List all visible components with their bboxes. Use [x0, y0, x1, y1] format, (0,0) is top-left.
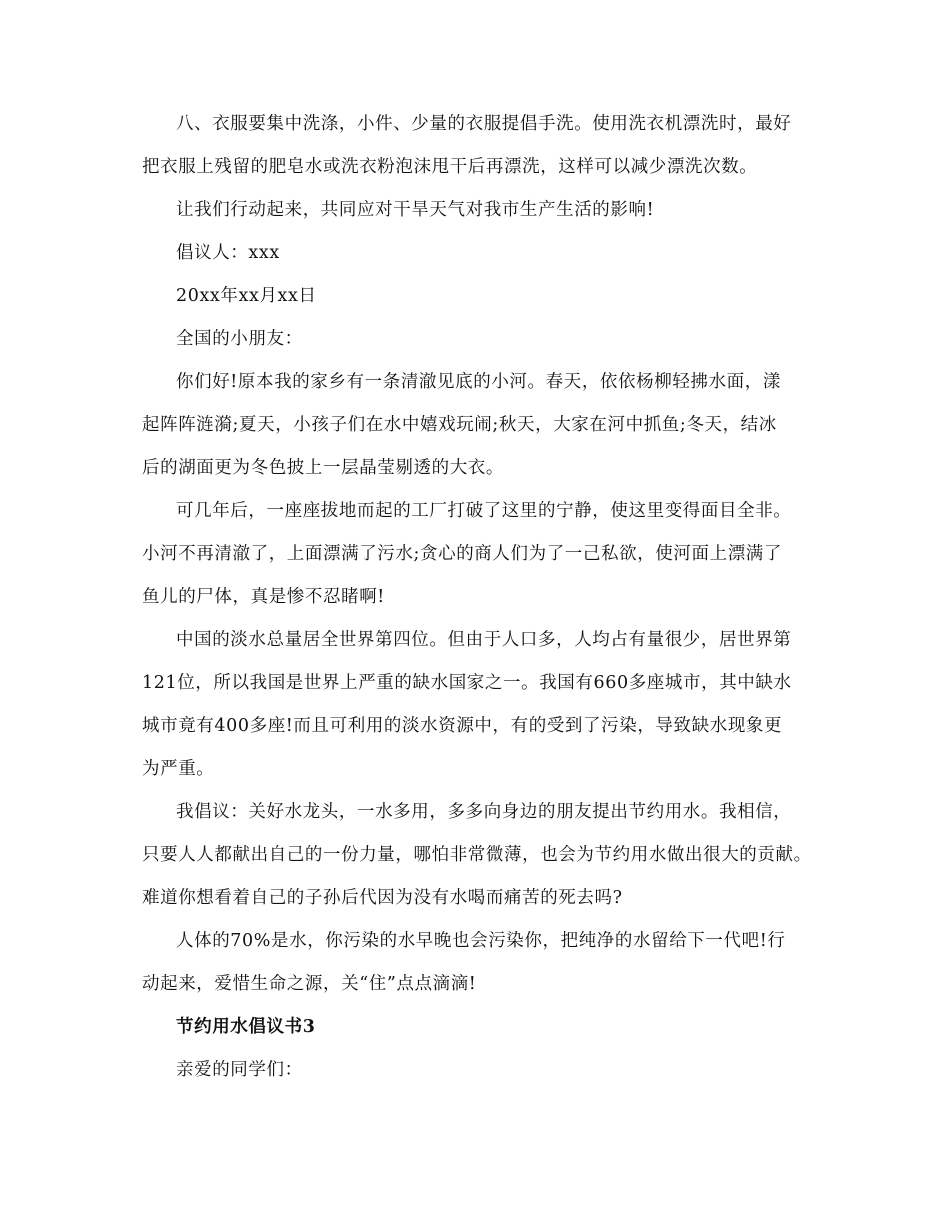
paragraph-line: 城市竟有400多座!而且可利用的淡水资源中，有的受到了污染，导致缺水现象更 — [142, 716, 783, 736]
paragraph-line: 人体的70%是水，你污染的水早晚也会污染你，把纯净的水留给下一代吧!行 — [176, 931, 786, 951]
paragraph-line: 小河不再清澈了，上面漂满了污水;贪心的商人们为了一己私欲，使河面上漂满了 — [142, 544, 782, 564]
paragraph-line: 后的湖面更为冬色披上一层晶莹剔透的大衣。 — [142, 458, 504, 478]
section-heading: 节约用水倡议书3 — [176, 1017, 316, 1037]
paragraph-line: 你们好!原本我的家乡有一条清澈见底的小河。春天，依依杨柳轻拂水面，漾 — [176, 372, 781, 392]
paragraph-line: 我倡议：关好水龙头，一水多用，多多向身边的朋友提出节约用水。我相信， — [176, 802, 792, 822]
paragraph-line: 难道你想看着自己的子孙后代因为没有水喝而痛苦的死去吗? — [142, 888, 623, 908]
date-line: 20xx年xx月xx日 — [176, 286, 317, 306]
salutation-line: 全国的小朋友： — [176, 329, 303, 349]
salutation-line: 亲爱的同学们： — [176, 1060, 303, 1080]
paragraph-line: 动起来，爱惜生命之源，关“住”点点滴滴! — [142, 974, 477, 994]
paragraph-line: 121位，所以我国是世界上严重的缺水国家之一。我国有660多座城市，其中缺水 — [142, 673, 792, 693]
paragraph-line: 只要人人都献出自己的一份力量，哪怕非常微薄，也会为节约用水做出很大的贡献。 — [142, 845, 812, 865]
paragraph-line: 为严重。 — [142, 759, 215, 779]
paragraph-line: 鱼儿的尸体，真是惨不忍睹啊! — [142, 587, 385, 607]
proposer-line: 倡议人：xxx — [176, 243, 280, 263]
paragraph-line: 中国的淡水总量居全世界第四位。但由于人口多，人均占有量很少，居世界第 — [176, 630, 792, 650]
paragraph-line: 八、衣服要集中洗涤，小件、少量的衣服提倡手洗。使用洗衣机漂洗时，最好 — [176, 114, 792, 134]
paragraph-line: 起阵阵涟漪;夏天，小孩子们在水中嬉戏玩闹;秋天，大家在河中抓鱼;冬天，结冰 — [142, 415, 777, 435]
paragraph-line: 把衣服上残留的肥皂水或洗衣粉泡沫甩干后再漂洗，这样可以减少漂洗次数。 — [142, 157, 758, 177]
paragraph-line: 可几年后，一座座拔地而起的工厂打破了这里的宁静，使这里变得面目全非。 — [176, 501, 792, 521]
paragraph-line: 让我们行动起来，共同应对干旱天气对我市生产生活的影响! — [176, 200, 655, 220]
